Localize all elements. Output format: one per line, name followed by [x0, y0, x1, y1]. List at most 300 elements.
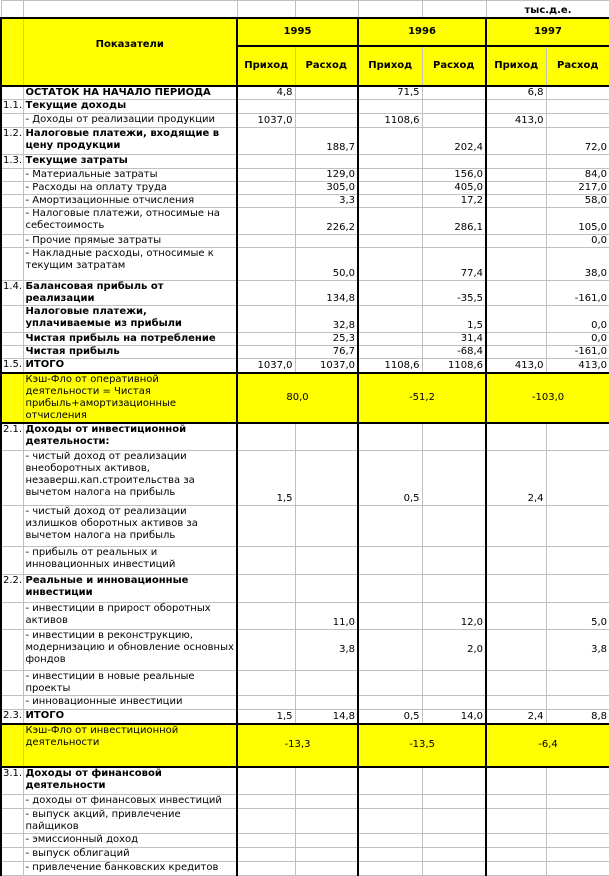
row-value	[358, 281, 422, 306]
row-value	[422, 451, 486, 506]
row-value	[546, 696, 609, 710]
row-value	[358, 547, 422, 575]
row-value	[237, 169, 295, 182]
row-code	[1, 809, 23, 834]
row-value: 134,8	[295, 281, 358, 306]
row-value	[486, 182, 546, 195]
table-row	[1, 506, 609, 547]
row-value: 3,8	[295, 630, 358, 671]
row-code	[1, 630, 23, 671]
row-code	[1, 451, 23, 506]
row-value	[358, 346, 422, 359]
row-code	[1, 696, 23, 710]
row-code: 1.1.	[1, 100, 23, 114]
row-value	[358, 128, 422, 155]
row-code	[1, 506, 23, 547]
row-label: - инновационные инвестиции	[23, 696, 237, 710]
row-value	[295, 848, 358, 862]
row-value: -161,0	[546, 346, 609, 359]
unit-row	[1, 1, 609, 18]
row-value	[295, 451, 358, 506]
row-label: Доходы от инвестиционной деятельности:	[23, 423, 237, 451]
row-label: - Материальные затраты	[23, 169, 237, 182]
row-label: - чистый доход от реализации излишков оборотных активов за вычетом налога на прибыль	[23, 506, 237, 547]
table-row	[1, 710, 609, 724]
row-value	[295, 671, 358, 696]
row-value	[295, 795, 358, 809]
table-row	[1, 169, 609, 182]
row-label: Балансовая прибыль от реализации	[23, 281, 237, 306]
row-label: Чистая прибыль на потребление	[23, 333, 237, 346]
row-value: 1108,6	[358, 359, 422, 373]
row-value: 2,4	[486, 451, 546, 506]
row-value	[422, 862, 486, 876]
row-value	[358, 630, 422, 671]
row-label: - доходы от финансовых инвестиций	[23, 795, 237, 809]
table-row	[1, 182, 609, 195]
row-value	[486, 281, 546, 306]
table-row	[1, 306, 609, 333]
row-value: 50,0	[295, 248, 358, 281]
row-value: 105,0	[546, 208, 609, 235]
row-value	[486, 333, 546, 346]
row-value: 129,0	[295, 169, 358, 182]
table-row	[1, 100, 609, 114]
row-code	[1, 373, 23, 423]
row-label: - Доходы от реализации продукции	[23, 114, 237, 128]
row-value	[486, 696, 546, 710]
row-label: Доходы от финансовой деятельности	[23, 767, 237, 795]
row-value	[486, 346, 546, 359]
row-label: - Расходы на оплату труда	[23, 182, 237, 195]
row-value	[358, 195, 422, 208]
row-code: 2.1.	[1, 423, 23, 451]
row-value	[237, 696, 295, 710]
row-value: 2,0	[422, 630, 486, 671]
row-value: 1,5	[237, 451, 295, 506]
table-row	[1, 630, 609, 671]
row-value	[486, 169, 546, 182]
row-label: ОСТАТОК НА НАЧАЛО ПЕРИОДА	[23, 86, 237, 100]
row-value	[358, 155, 422, 169]
row-value: 1,5	[422, 306, 486, 333]
row-value	[422, 696, 486, 710]
row-value	[422, 575, 486, 603]
row-value	[486, 208, 546, 235]
row-value	[486, 248, 546, 281]
row-value	[546, 423, 609, 451]
row-value	[358, 809, 422, 834]
row-value	[546, 86, 609, 100]
table-row	[1, 86, 609, 100]
row-value: 0,0	[546, 235, 609, 248]
row-value	[358, 306, 422, 333]
row-label: - Амортизационные отчисления	[23, 195, 237, 208]
row-value	[546, 114, 609, 128]
row-code	[1, 208, 23, 235]
row-code	[1, 603, 23, 630]
row-value	[486, 100, 546, 114]
cash-flow-value: 80,0	[237, 373, 358, 423]
row-value: 14,8	[295, 710, 358, 724]
cash-flow-label: Кэш-Фло от инвестиционной деятельности	[23, 724, 237, 767]
row-value	[422, 767, 486, 795]
row-value	[486, 128, 546, 155]
row-value	[237, 346, 295, 359]
row-value	[237, 809, 295, 834]
indicators-header: Показатели	[23, 18, 237, 86]
row-value	[237, 306, 295, 333]
row-value	[295, 862, 358, 876]
row-value: 3,3	[295, 195, 358, 208]
row-value: 2,4	[486, 710, 546, 724]
row-code	[1, 235, 23, 248]
table-row	[1, 281, 609, 306]
row-value: 11,0	[295, 603, 358, 630]
table-row	[1, 575, 609, 603]
row-value	[237, 547, 295, 575]
row-value	[422, 423, 486, 451]
row-code	[1, 333, 23, 346]
row-label: Чистая прибыль	[23, 346, 237, 359]
table-row	[1, 248, 609, 281]
row-value: 12,0	[422, 603, 486, 630]
table-row	[1, 359, 609, 373]
row-value	[422, 848, 486, 862]
row-value	[422, 114, 486, 128]
row-value: 77,4	[422, 248, 486, 281]
row-label: - Накладные расходы, относимые к текущим затратам	[23, 248, 237, 281]
row-value	[358, 333, 422, 346]
row-code	[1, 306, 23, 333]
row-code	[1, 671, 23, 696]
table-row	[1, 848, 609, 862]
row-value	[546, 100, 609, 114]
row-value	[486, 603, 546, 630]
row-value	[237, 208, 295, 235]
row-code: 3.1.	[1, 767, 23, 795]
in-header: Приход	[237, 46, 295, 86]
cash-flow-value: -13,3	[237, 724, 358, 767]
row-value: 413,0	[486, 359, 546, 373]
row-value	[486, 575, 546, 603]
row-value: -68,4	[422, 346, 486, 359]
row-value	[422, 795, 486, 809]
year-1997-header: 1997	[486, 18, 609, 46]
row-label: - выпуск акций, привлечение пайщиков	[23, 809, 237, 834]
row-value: 1037,0	[295, 359, 358, 373]
row-value: -35,5	[422, 281, 486, 306]
row-value	[422, 506, 486, 547]
table-row	[1, 603, 609, 630]
row-value	[295, 547, 358, 575]
row-value: 38,0	[546, 248, 609, 281]
row-value: 226,2	[295, 208, 358, 235]
table-row	[1, 795, 609, 809]
row-value	[295, 575, 358, 603]
row-value: 5,0	[546, 603, 609, 630]
row-value	[422, 86, 486, 100]
row-value	[237, 128, 295, 155]
row-value	[295, 100, 358, 114]
row-value	[546, 575, 609, 603]
row-label: - инвестиции в прирост оборотных активов	[23, 603, 237, 630]
table-row	[1, 346, 609, 359]
row-value: 1,5	[237, 710, 295, 724]
row-value	[486, 809, 546, 834]
table-row	[1, 208, 609, 235]
row-value: 0,5	[358, 710, 422, 724]
row-value	[486, 306, 546, 333]
row-code	[1, 169, 23, 182]
table-row	[1, 767, 609, 795]
row-code	[1, 346, 23, 359]
row-value	[295, 696, 358, 710]
table-row	[1, 155, 609, 169]
row-value	[486, 767, 546, 795]
row-value	[237, 795, 295, 809]
row-value	[486, 862, 546, 876]
row-code: 1.5.	[1, 359, 23, 373]
row-label: - привлечение банковских кредитов	[23, 862, 237, 876]
row-value	[358, 767, 422, 795]
row-code: 2.3.	[1, 710, 23, 724]
header-year-row	[1, 18, 609, 46]
row-value	[358, 603, 422, 630]
row-value	[358, 671, 422, 696]
row-value: 58,0	[546, 195, 609, 208]
row-value: 413,0	[546, 359, 609, 373]
row-value: 4,8	[237, 86, 295, 100]
row-value	[546, 547, 609, 575]
table-row	[1, 671, 609, 696]
year-1996-header: 1996	[358, 18, 486, 46]
row-value	[422, 809, 486, 834]
row-value	[295, 114, 358, 128]
row-value	[237, 862, 295, 876]
row-value	[486, 671, 546, 696]
row-value	[237, 848, 295, 862]
table-row	[1, 809, 609, 834]
row-value: 1037,0	[237, 359, 295, 373]
row-value: 84,0	[546, 169, 609, 182]
row-value	[237, 575, 295, 603]
row-value	[486, 506, 546, 547]
row-value: 1108,6	[358, 114, 422, 128]
out-header: Расход	[546, 46, 609, 86]
row-code	[1, 195, 23, 208]
row-value	[358, 848, 422, 862]
row-value	[486, 423, 546, 451]
row-label: - чистый доход от реализации внеоборотных активов, незаверш.кап.строительства за вычетом налога на прибыль	[23, 451, 237, 506]
cash-flow-label: Кэш-Фло от оперативной деятельности = Чистая прибыль+амортизационные отчисления	[23, 373, 237, 423]
row-code	[1, 547, 23, 575]
row-value: 405,0	[422, 182, 486, 195]
row-value	[546, 767, 609, 795]
row-value	[237, 671, 295, 696]
row-value	[486, 155, 546, 169]
row-value	[237, 100, 295, 114]
row-value: 413,0	[486, 114, 546, 128]
row-value	[422, 671, 486, 696]
row-value	[358, 182, 422, 195]
cash-flow-row	[1, 724, 609, 767]
cash-flow-value: -51,2	[358, 373, 486, 423]
row-value	[546, 809, 609, 834]
row-value	[237, 155, 295, 169]
row-label: Налоговые платежи, уплачиваемые из прибыли	[23, 306, 237, 333]
table-row	[1, 547, 609, 575]
row-value	[295, 235, 358, 248]
row-code	[1, 86, 23, 100]
cash-flow-value: -103,0	[486, 373, 609, 423]
row-code	[1, 248, 23, 281]
row-value: 286,1	[422, 208, 486, 235]
row-value	[237, 603, 295, 630]
row-code: 2.2.	[1, 575, 23, 603]
cash-flow-value: -6,4	[486, 724, 609, 767]
row-code: 1.2.	[1, 128, 23, 155]
row-value: 31,4	[422, 333, 486, 346]
row-label: - выпуск облигаций	[23, 848, 237, 862]
row-value: -161,0	[546, 281, 609, 306]
row-value	[358, 862, 422, 876]
row-value	[422, 235, 486, 248]
row-value: 217,0	[546, 182, 609, 195]
row-value: 0,0	[546, 306, 609, 333]
row-value	[237, 630, 295, 671]
row-value	[486, 795, 546, 809]
out-header: Расход	[422, 46, 486, 86]
row-value	[546, 155, 609, 169]
row-value	[358, 235, 422, 248]
row-value	[237, 248, 295, 281]
row-value	[486, 547, 546, 575]
row-code	[1, 848, 23, 862]
row-label: - инвестиции в новые реальные проекты	[23, 671, 237, 696]
row-label: Реальные и инновационные инвестиции	[23, 575, 237, 603]
row-value	[295, 86, 358, 100]
row-code	[1, 182, 23, 195]
row-value	[486, 235, 546, 248]
table-row	[1, 423, 609, 451]
row-label: Налоговые платежи, входящие в цену продукции	[23, 128, 237, 155]
row-value	[237, 182, 295, 195]
row-value	[358, 208, 422, 235]
row-value	[237, 195, 295, 208]
row-value	[295, 155, 358, 169]
row-value: 305,0	[295, 182, 358, 195]
row-value	[546, 506, 609, 547]
row-label: ИТОГО	[23, 359, 237, 373]
row-label: Текущие доходы	[23, 100, 237, 114]
row-code	[1, 114, 23, 128]
in-header: Приход	[486, 46, 546, 86]
table-row	[1, 195, 609, 208]
cash-flow-value: -13,5	[358, 724, 486, 767]
row-code: 1.3.	[1, 155, 23, 169]
row-code	[1, 724, 23, 767]
row-value	[422, 155, 486, 169]
table-row	[1, 862, 609, 876]
row-value	[358, 423, 422, 451]
row-value	[546, 862, 609, 876]
row-value: 8,8	[546, 710, 609, 724]
row-value	[546, 795, 609, 809]
table-row	[1, 451, 609, 506]
table-row	[1, 128, 609, 155]
row-value: 76,7	[295, 346, 358, 359]
row-value	[358, 575, 422, 603]
row-value	[486, 848, 546, 862]
row-value	[546, 451, 609, 506]
row-value: 25,3	[295, 333, 358, 346]
table-row	[1, 114, 609, 128]
row-value	[358, 795, 422, 809]
row-value: 3,8	[546, 630, 609, 671]
row-value	[237, 333, 295, 346]
in-header: Приход	[358, 46, 422, 86]
row-value: 32,8	[295, 306, 358, 333]
row-value: 156,0	[422, 169, 486, 182]
row-value: 0,5	[358, 451, 422, 506]
row-value	[546, 848, 609, 862]
row-value: 14,0	[422, 710, 486, 724]
cash-flow-row	[1, 373, 609, 423]
row-value	[237, 767, 295, 795]
row-value: 0,0	[546, 333, 609, 346]
row-value: 1037,0	[237, 114, 295, 128]
row-value	[358, 169, 422, 182]
table-row	[1, 696, 609, 710]
row-value	[358, 248, 422, 281]
row-value	[237, 281, 295, 306]
row-value: 188,7	[295, 128, 358, 155]
row-label: - эмиссионный доход	[23, 834, 237, 848]
row-code	[1, 862, 23, 876]
row-value	[295, 423, 358, 451]
row-value	[295, 506, 358, 547]
row-value: 1108,6	[422, 359, 486, 373]
row-label: Текущие затраты	[23, 155, 237, 169]
row-value: 202,4	[422, 128, 486, 155]
row-value	[237, 235, 295, 248]
row-code: 1.4.	[1, 281, 23, 306]
row-value	[422, 100, 486, 114]
row-label: - инвестиции в реконструкцию, модернизацию и обновление основных фондов	[23, 630, 237, 671]
row-value	[546, 671, 609, 696]
table-row	[1, 333, 609, 346]
row-value	[237, 506, 295, 547]
row-label: - Налоговые платежи, относимые на себестоимость	[23, 208, 237, 235]
row-value	[486, 195, 546, 208]
row-label: - прибыль от реальных и инновационных инвестиций	[23, 547, 237, 575]
row-code	[1, 795, 23, 809]
row-value: 6,8	[486, 86, 546, 100]
row-value	[237, 423, 295, 451]
row-label: - Прочие прямые затраты	[23, 235, 237, 248]
year-1995-header: 1995	[237, 18, 358, 46]
row-value	[358, 696, 422, 710]
row-value: 17,2	[422, 195, 486, 208]
row-value	[358, 100, 422, 114]
row-value: 72,0	[546, 128, 609, 155]
row-label: ИТОГО	[23, 710, 237, 724]
unit-label: тыс.д.е.	[486, 1, 609, 18]
row-value	[422, 547, 486, 575]
row-value: 71,5	[358, 86, 422, 100]
row-value	[486, 630, 546, 671]
